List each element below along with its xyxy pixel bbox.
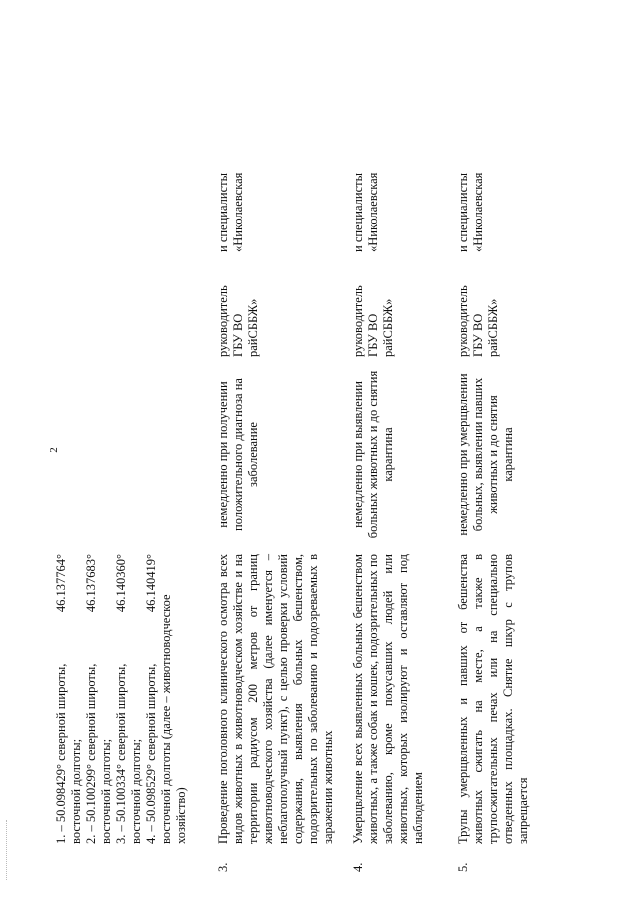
responsible-text-continued (216, 102, 246, 252)
coordinate-line (174, 554, 189, 844)
coordinate-text: 1. – 50.098429° северной широты, (54, 663, 68, 844)
responsible-text (216, 262, 261, 357)
term-text (456, 367, 516, 542)
text-line: животных и до снятия (486, 395, 500, 514)
text-line: животных сжигать на месте, а также в (471, 554, 485, 844)
text-line: животных, а также собак и кошек, подозрительных по (366, 554, 380, 844)
text-line: содержания, выявления больных бешенством, (291, 554, 305, 844)
responsible-text (351, 262, 396, 357)
text-line: карантина (381, 427, 395, 482)
text-line: наблюдением (411, 772, 425, 844)
text-line: больных животных и до снятия (366, 370, 380, 539)
coordinate-text: восточной долготы; (69, 738, 83, 844)
coordinate-line (159, 554, 174, 844)
text-line: животных, которых изолируют и оставляют под (396, 554, 410, 844)
text-line: неблагополучный пункт), с целью проверки условий (276, 554, 290, 844)
text-line: Проведение поголовного клинического осмотра всех (216, 554, 230, 844)
text-line: руководитель (456, 285, 470, 357)
text-line: немедленно при умерщвлении (456, 373, 470, 536)
text-line: ГБУ ВО (366, 313, 380, 357)
text-line: заболевание (246, 422, 260, 487)
coordinate-text: хозяйство) (174, 787, 188, 844)
text-line: животноводческого хозяйства (далее именуется – (261, 554, 275, 844)
responsible-text (456, 262, 501, 357)
text-line: «Николаевская (366, 172, 380, 252)
text-line: «Николаевская (231, 172, 245, 252)
text-line: видов животных в животноводческом хозяйстве и на (231, 554, 245, 844)
coordinate-line (99, 554, 114, 844)
text-line: больных, выявлении павших (471, 377, 485, 532)
measure-text (351, 554, 426, 844)
measure-text (216, 554, 336, 844)
text-line: немедленно при выявлении (351, 381, 365, 528)
responsible-text-continued (351, 102, 381, 252)
scan-edge-mark (6, 820, 9, 880)
coordinate-line (54, 554, 69, 844)
text-line: территории радиусом 200 метров от границ (246, 554, 260, 844)
coordinates-text (54, 554, 189, 844)
coordinate-value: 46.140360° (114, 554, 128, 613)
coordinate-text: 3. – 50.100334° северной широты, (114, 663, 128, 844)
term-text (216, 367, 261, 542)
text-line: райСББЖ» (381, 298, 395, 357)
text-line: руководитель (351, 285, 365, 357)
text-line: заболеванию, кроме покусавших людей или (381, 554, 395, 844)
coordinate-text: 4. – 50.098529° северной широты, (144, 663, 158, 844)
coordinate-line (84, 554, 99, 844)
term-text (351, 367, 396, 542)
text-line: запрещается (516, 777, 530, 844)
coordinate-value: 46.140419° (144, 554, 158, 613)
text-line: и специалисты (351, 173, 365, 252)
text-line: подозрительных по заболеванию и подозреваемых в (306, 554, 320, 844)
text-line: отведенных площадках. Снятие шкур с трупов (501, 554, 515, 844)
row-number: 4. (351, 862, 365, 872)
text-line: райСББЖ» (246, 298, 260, 357)
text-line: немедленно при получении (216, 381, 230, 528)
coordinate-text: восточной долготы; (129, 738, 143, 844)
rotated-table (46, 102, 606, 872)
coordinate-text: восточной долготы (далее – животноводческое (159, 594, 173, 844)
text-line: руководитель (216, 285, 230, 357)
text-line: райСББЖ» (486, 298, 500, 357)
row-number: 5. (456, 862, 470, 872)
text-line: Умерщвление всех выявленных больных бешенством (351, 554, 365, 844)
text-line: ГБУ ВО (231, 313, 245, 357)
text-line: ГБУ ВО (471, 313, 485, 357)
text-line: «Николаевская (471, 172, 485, 252)
coordinate-value: 46.137764° (54, 554, 68, 613)
page-number: 2 (48, 447, 60, 453)
coordinate-line (129, 554, 144, 844)
text-line: трупосжигательных печах или на специально (486, 554, 500, 844)
coordinate-line (69, 554, 84, 844)
coordinate-value: 46.137683° (84, 554, 98, 613)
measure-text (456, 554, 531, 844)
coordinate-line (144, 554, 159, 844)
text-line: Трупы умерщвленных и павших от бешенства (456, 554, 470, 844)
coordinate-text: восточной долготы; (99, 738, 113, 844)
text-line: и специалисты (216, 173, 230, 252)
text-line: карантина (501, 427, 515, 482)
text-line: заражении животных (321, 730, 335, 844)
responsible-text-continued (456, 102, 486, 252)
coordinate-text: 2. – 50.100299° северной широты, (84, 663, 98, 844)
coordinate-line (114, 554, 129, 844)
row-number: 3. (216, 862, 230, 872)
text-line: положительного диагноза на (231, 378, 245, 531)
text-line: и специалисты (456, 173, 470, 252)
